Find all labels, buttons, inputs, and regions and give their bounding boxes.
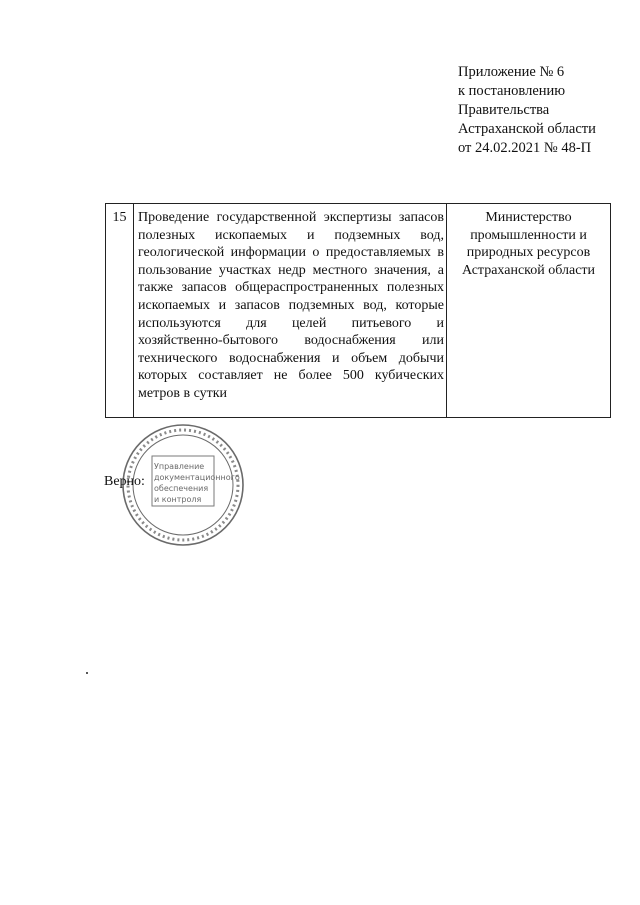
- row-number: 15: [106, 204, 134, 418]
- table-row: [106, 204, 611, 418]
- authority-line: природных ресурсов: [466, 245, 591, 261]
- stamp-text: Управление: [154, 462, 205, 471]
- certification-label: Верно:: [104, 474, 145, 489]
- appendix-line: Астраханской области: [458, 121, 596, 137]
- row-description: Проведение государственной экспертизы запасов полезных ископаемых и подземных вод, геологической информации о предоставляемых в пользование участках недр местного значения, а также запасов общераспространенных полезных ископаемых и запасов подземных вод, которые используются для целей питьевого и хозяйственно-бытового водоснабжения или технического водоснабжения и объем добычи которых составляет не более 500 кубических метров в сутки: [134, 204, 447, 418]
- stamp-text: документационного: [154, 473, 240, 482]
- stamp-text: обеспечения: [154, 484, 209, 493]
- appendix-line: от 24.02.2021 № 48-П: [458, 140, 592, 156]
- appendix-header: [458, 63, 628, 158]
- appendix-line: Приложение № 6: [458, 64, 565, 80]
- services-table: [105, 203, 611, 418]
- appendix-line: к постановлению: [458, 83, 566, 99]
- authority-line: Астраханской области: [461, 262, 596, 278]
- authority-line: промышленности и: [470, 227, 587, 243]
- row-authority: [447, 204, 611, 418]
- scan-dot: [86, 672, 88, 674]
- stamp-text: и контроля: [154, 495, 202, 504]
- authority-line: Министерство: [485, 210, 572, 225]
- appendix-line: Правительства: [458, 102, 550, 118]
